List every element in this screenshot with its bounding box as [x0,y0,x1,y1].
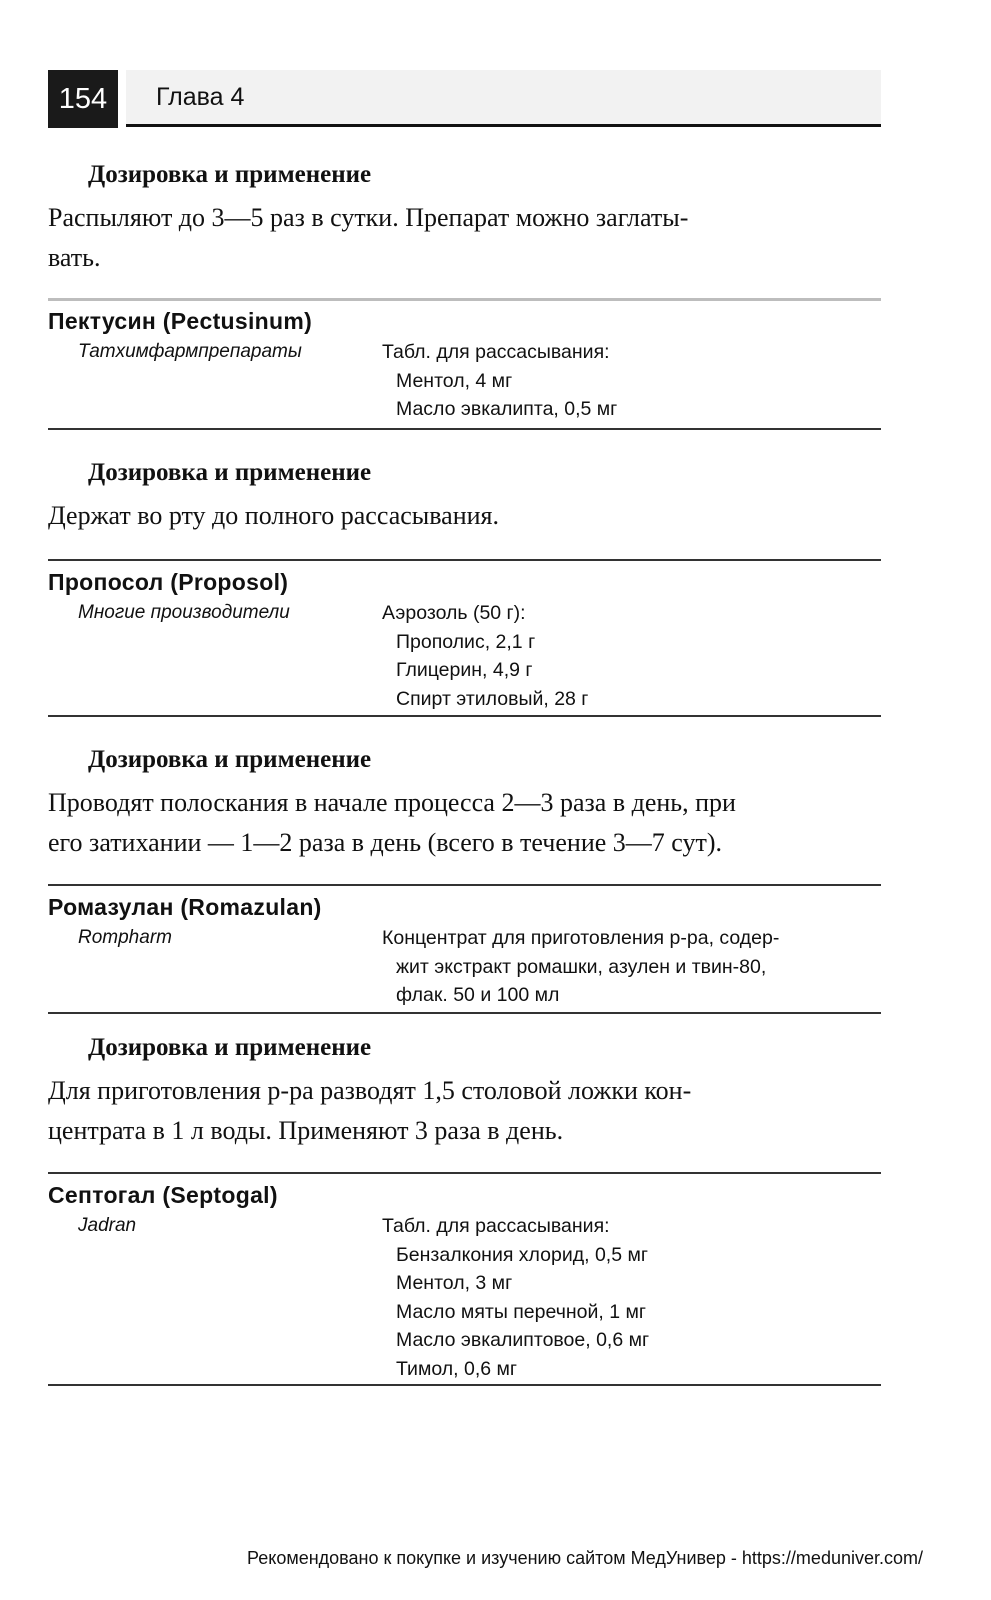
dosage-line: Держат во рту до полного рассасывания. [48,501,500,530]
dosage-text [48,496,881,536]
dosage-line: его затихании — 1—2 раза в день (всего в течение 3—7 сут). [48,828,723,857]
drug-entry [48,1172,881,1386]
ingredient: Масло мяты перечной, 1 мг [396,1300,646,1323]
drug-composition [382,599,882,713]
page-header [48,70,881,130]
dosage-text [48,783,881,863]
dosage-heading: Дозировка и применение [88,1034,372,1061]
divider [48,298,881,301]
dosage-line: центрата в 1 л воды. Применяют 3 раза в день. [48,1116,564,1145]
dosage-line: Распыляют до 3—5 раз в сутки. Препарат можно заглаты- [48,203,689,232]
drug-composition [382,1212,882,1383]
ingredient: жит экстракт ромашки, азулен и твин-80, [396,955,767,978]
dosage-section [48,743,881,863]
drug-manufacturer: Rompharm [78,927,172,948]
dosage-heading: Дозировка и применение [88,746,372,773]
dosage-section [48,456,881,536]
ingredient: флак. 50 и 100 мл [396,984,560,1006]
dosage-line: вать. [48,243,101,272]
chapter-band [126,70,881,127]
drug-composition [382,338,882,424]
footer-note: Рекомендовано к покупке и изучению сайтом МедУнивер - https://meduniver.com/ [247,1548,923,1568]
drug-manufacturer: Jadran [78,1215,137,1236]
dosage-section [48,1031,881,1151]
ingredient: Бензалкония хлорид, 0,5 мг [396,1243,648,1266]
dosage-heading: Дозировка и применение [88,161,372,188]
drug-composition [382,924,882,1010]
drug-name: Пропосол (Proposol) [48,569,289,595]
drug-form: Табл. для рассасывания: [382,341,610,363]
ingredient: Ментол, 3 мг [396,1272,513,1294]
dosage-line: Для приготовления р-ра разводят 1,5 столовой ложки кон- [48,1076,692,1105]
drug-name: Септогал (Septogal) [48,1182,278,1208]
dosage-text [48,198,881,278]
ingredient: Глицерин, 4,9 г [396,659,533,681]
divider [48,884,881,886]
drug-manufacturer: Многие производители [78,602,290,623]
ingredient: Ментол, 4 мг [396,369,513,392]
drug-entry [48,559,881,717]
drug-form: Табл. для рассасывания: [382,1215,610,1237]
ingredient: Масло эвкалипта, 0,5 мг [396,398,618,420]
divider [48,1172,881,1174]
ingredient: Масло эвкалиптовое, 0,6 мг [396,1329,650,1351]
drug-entry [48,298,881,430]
dosage-line: Проводят полоскания в начале процесса 2—3 раза в день, при [48,788,736,817]
drug-form: Аэрозоль (50 г): [382,602,526,624]
page-number: 154 [48,70,118,128]
ingredient: Спирт этиловый, 28 г [396,687,589,710]
drug-form: Концентрат для приготовления р-ра, содер- [382,927,780,949]
drug-name: Пектусин (Pectusinum) [48,308,313,334]
dosage-text [48,1071,881,1151]
ingredient: Прополис, 2,1 г [396,630,536,653]
divider [48,559,881,561]
drug-manufacturer: Татхимфармпрепараты [78,341,302,362]
ingredient: Тимол, 0,6 мг [396,1357,518,1380]
dosage-section [48,158,881,278]
chapter-title: Глава 4 [156,83,245,111]
dosage-heading: Дозировка и применение [88,459,372,486]
drug-name: Ромазулан (Romazulan) [48,894,322,920]
drug-entry [48,884,881,1014]
